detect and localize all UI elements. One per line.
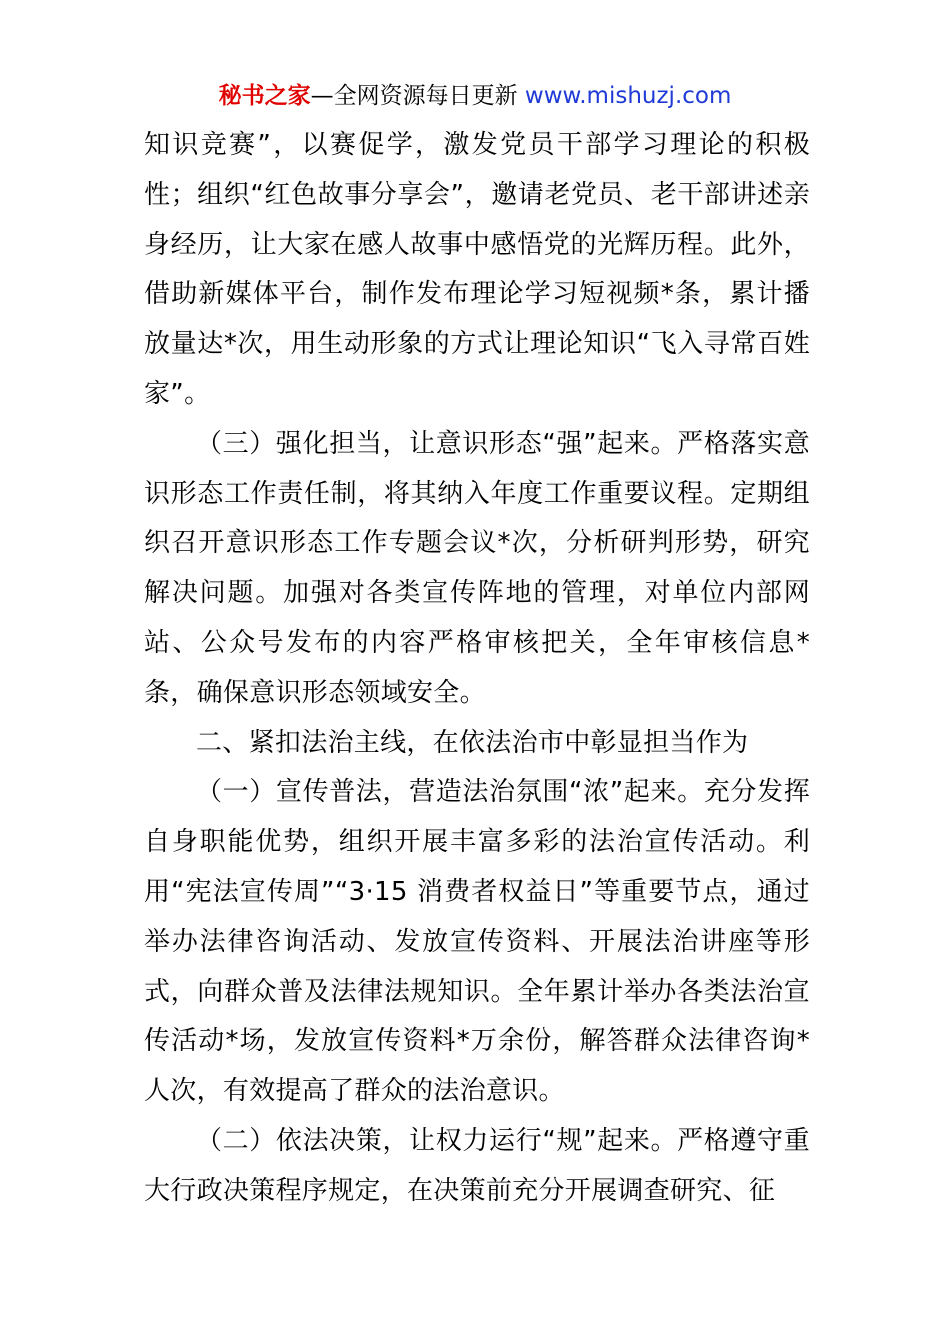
site-header [0, 80, 950, 112]
document-body [144, 121, 810, 1217]
site-tagline: —全网资源每日更新 [310, 83, 518, 109]
paragraph-lawful-decision: （二）依法决策，让权力运行“规”起来。严格遵守重大行政决策程序规定，在决策前充分开展调查研究、征 [144, 1125, 810, 1206]
paragraph-continued-intro: 知识竞赛”，以赛促学，激发党员干部学习理论的积极性；组织“红色故事分享会”，邀请老党员、老干部讲述亲身经历，让大家在感人故事中感悟党的光辉历程。此外，借助新媒体平台，制作发布理论学习短视频*条，累计播放量达*次，用生动形象的方式让理论知识“飞入寻常百姓家”。 [144, 130, 810, 409]
paragraph-section-three: （三）强化担当，让意识形态“强”起来。严格落实意识形态工作责任制，将其纳入年度工作重要议程。定期组织召开意识形态工作专题会议*次，分析研判形势，研究解决问题。加强对各类宣传阵地的管理，对单位内部网站、公众号发布的内容严格审核把关，全年审核信息*条，确保意识形态领域安全。 [144, 428, 810, 708]
paragraph-legal-publicity: （一）宣传普法，营造法治氛围“浓”起来。充分发挥自身职能优势，组织开展丰富多彩的法治宣传活动。利用“宪法宣传周”“3·15 消费者权益日”等重要节点，通过举办法律咨询活动、发放宣传资料、开展法治讲座等形式，向群众普及法律法规知识。全年累计举办各类法治宣传活动*场，发放宣传资料*万余份，解答群众法律咨询*人次，有效提高了群众的法治意识。 [144, 777, 810, 1107]
site-brand: 秘书之家 [218, 83, 311, 109]
section-heading-rule-of-law: 二、紧扣法治主线，在依法治市中彰显担当作为 [196, 727, 749, 758]
site-url-link[interactable]: www.mishuzj.com [524, 83, 732, 109]
